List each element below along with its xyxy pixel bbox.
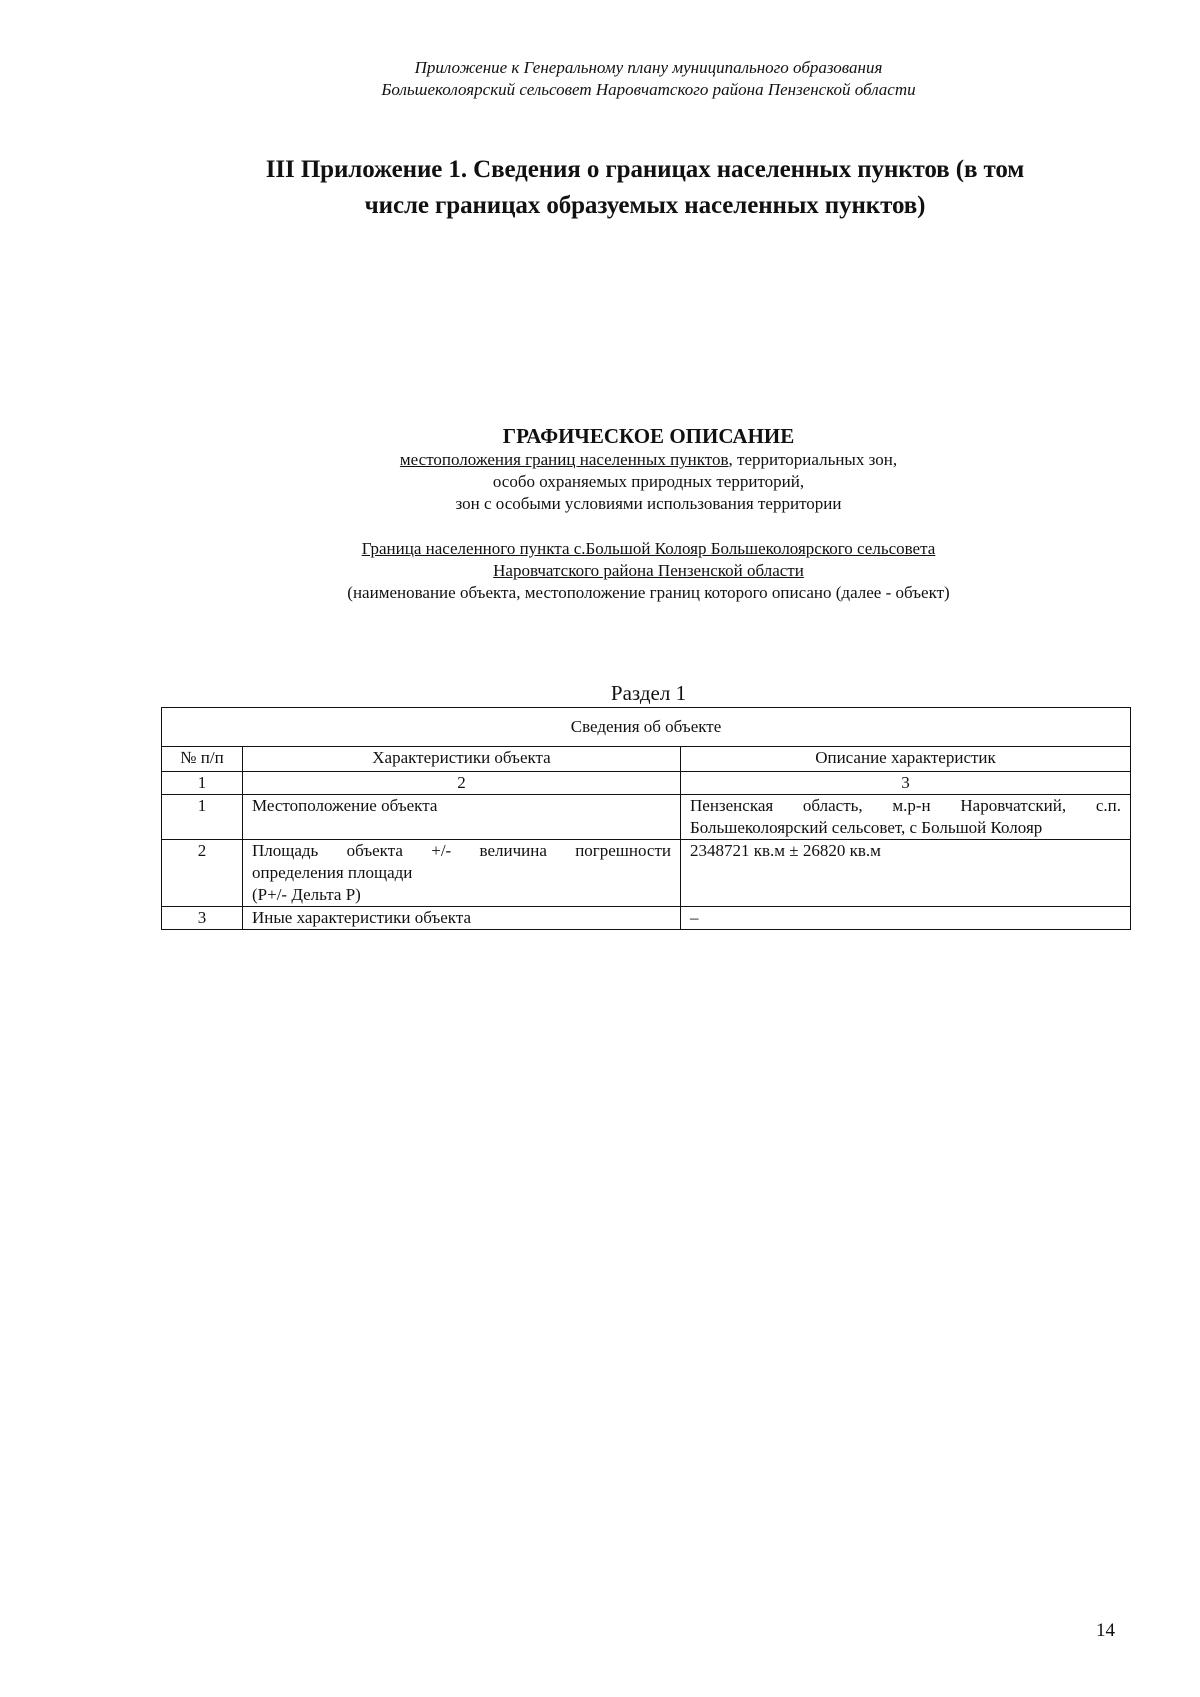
section-label-text: Раздел 1	[610, 681, 687, 705]
row-characteristic-line-1: Площадь объекта +/- величина погрешности	[252, 841, 671, 860]
section-title-line-1: III Приложение 1. Сведения о границах населенных пунктов (в том	[265, 156, 1025, 183]
table-caption: Сведения об объекте	[162, 708, 1131, 747]
row-description-line-2: Большеколоярский сельсовет, с Большой Колояр	[690, 818, 1043, 837]
table-row	[162, 840, 1131, 907]
table-caption-row	[162, 708, 1131, 747]
row-number: 1	[162, 795, 243, 840]
page-header	[0, 57, 1200, 101]
row-description-line-1: Пензенская область, м.р-н Наровчатский, с.п.	[690, 796, 1121, 815]
row-number: 2	[162, 840, 243, 907]
object-name-line-2: Наровчатского района Пензенской области	[493, 561, 804, 580]
description-line-1	[97, 449, 1200, 471]
object-info-table	[161, 707, 1131, 930]
row-characteristic: Иные характеристики объекта	[243, 907, 681, 930]
object-note: (наименование объекта, местоположение границ которого описано (далее - объект)	[347, 583, 950, 602]
header-line-2: Большеколоярский сельсовет Наровчатского района Пензенской области	[381, 80, 916, 99]
section-label	[0, 680, 1200, 706]
header-characteristic: Характеристики объекта	[243, 747, 681, 772]
header-line-1: Приложение к Генеральному плану муниципального образования	[414, 58, 883, 77]
row-description: –	[681, 907, 1131, 930]
row-characteristic-line-3: (Р+/- Дельта Р)	[252, 885, 361, 904]
header-num: № п/п	[162, 747, 243, 772]
object-name-line-1: Граница населенного пункта с.Большой Колояр Большеколоярского сельсовета	[361, 539, 936, 558]
table-header-row	[162, 747, 1131, 772]
row-characteristic: Местоположение объекта	[243, 795, 681, 840]
section-title	[200, 152, 1090, 224]
header-description: Описание характеристик	[681, 747, 1131, 772]
description-line-1-underlined: местоположения границ населенных пунктов	[399, 450, 729, 469]
row-characteristic	[243, 840, 681, 907]
table-row	[162, 795, 1131, 840]
row-description: 2348721 кв.м ± 26820 кв.м	[681, 840, 1131, 907]
column-number-2: 2	[243, 772, 681, 795]
description-line-1-rest: , территориальных зон,	[728, 450, 898, 469]
section-title-line-2: числе границах образуемых населенных пунктов)	[364, 192, 926, 219]
description-title: ГРАФИЧЕСКОЕ ОПИСАНИЕ	[502, 424, 795, 448]
row-number: 3	[162, 907, 243, 930]
row-description	[681, 795, 1131, 840]
row-characteristic-line-2: определения площади	[252, 863, 413, 882]
description-line-3: зон с особыми условиями использования территории	[455, 494, 842, 513]
description-line-2: особо охраняемых природных территорий,	[492, 472, 805, 491]
graphic-description	[0, 423, 1200, 604]
column-number-row	[162, 772, 1131, 795]
column-number-1: 1	[162, 772, 243, 795]
table-row	[162, 907, 1131, 930]
column-number-3: 3	[681, 772, 1131, 795]
page-number: 14	[1096, 1620, 1115, 1641]
